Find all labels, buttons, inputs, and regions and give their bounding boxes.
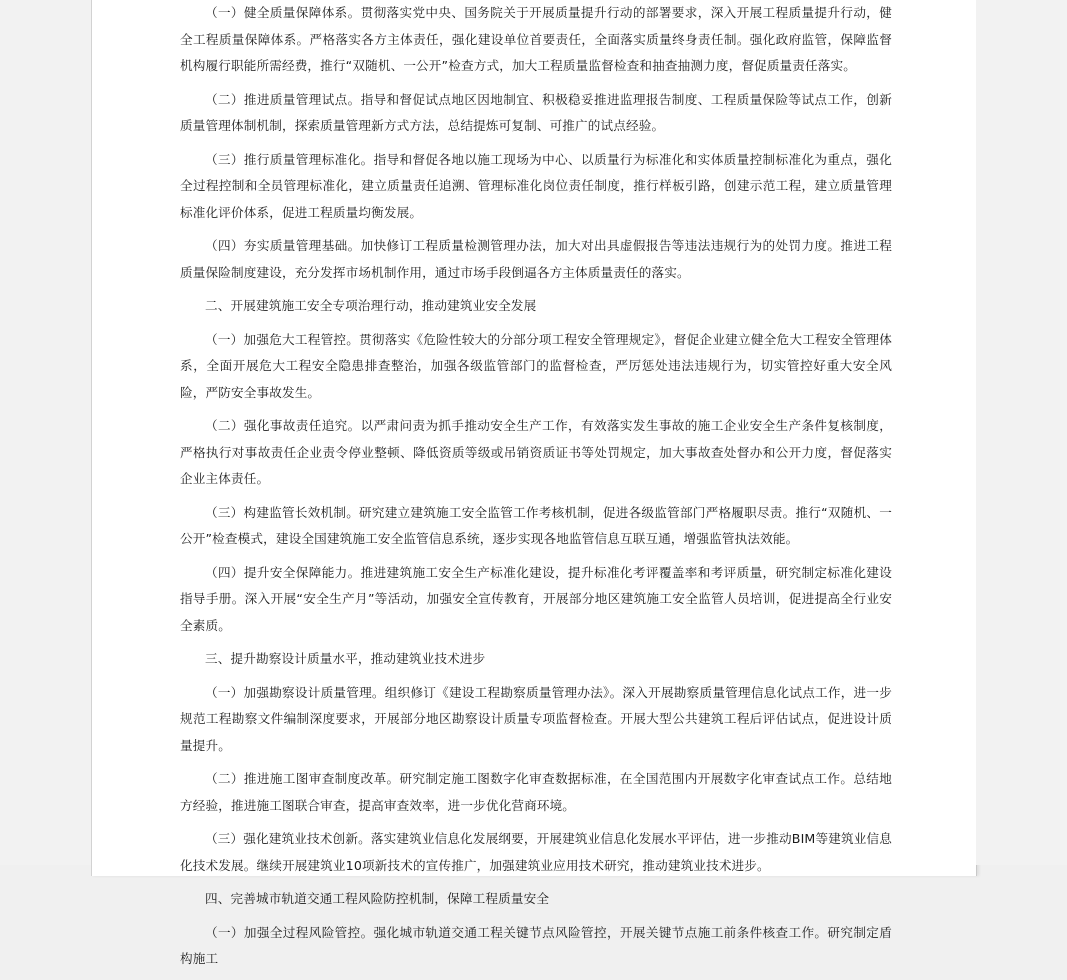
paragraph-risk-control: （一）加强全过程风险管控。强化城市轨道交通工程关键节点风险管控，开展关键节点施工前条件核查工作。研究制定盾构施工: [180, 924, 892, 966]
paragraph-quality-assurance: （一）健全质量保障体系。贯彻落实党中央、国务院关于开展质量提升行动的部署要求，深入开展工程质量提升行动，健全工程质量保障体系。严格落实各方主体责任，强化建设单位首要责任，全面落实质量终身责任制。强化政府监管，保障监督机构履行职能所需经费，推行“双随机、一公开”检查方式，加大工程质量监督检查和抽查抽测力度，督促质量责任落实。: [180, 5, 892, 73]
paragraph-quality-pilot: （二）推进质量管理试点。指导和督促试点地区因地制宜、积极稳妥推进监理报告制度、工程质量保险等试点工作，创新质量管理体制机制，探索质量管理新方式方法，总结提炼可复制、可推广的试点经验。: [180, 91, 892, 133]
paragraph-supervision-mechanism: （三）构建监管长效机制。研究建立建筑施工安全监管工作考核机制，促进各级监管部门严格履职尽责。推行“双随机、一公开”检查模式，建设全国建筑施工安全监管信息系统，逐步实现各地监管信息互联互通，增强监管执法效能。: [180, 504, 892, 546]
paragraph-survey-design: （一）加强勘察设计质量管理。组织修订《建设工程勘察质量管理办法》。深入开展勘察质量管理信息化试点工作，进一步规范工程勘察文件编制深度要求，开展部分地区勘察设计质量专项监督检查。开展大型公共建筑工程后评估试点，促进设计质量提升。: [180, 684, 892, 753]
section-heading-rail-transit: 四、完善城市轨道交通工程风险防控机制，保障工程质量安全: [205, 891, 550, 906]
section-heading-design-quality: 三、提升勘察设计质量水平，推动建筑业技术进步: [205, 651, 486, 666]
paragraph-quality-foundation: （四）夯实质量管理基础。加快修订工程质量检测管理办法，加大对出具虚假报告等违法违规行为的处罚力度。推进工程质量保险制度建设，充分发挥市场机制作用，通过市场手段倒逼各方主体质量责任的落实。: [180, 238, 892, 280]
paragraph-tech-innovation: （三）强化建筑业技术创新。落实建筑业信息化发展纲要，开展建筑业信息化发展水平评估，进一步推动BIM等建筑业信息化技术发展。继续开展建筑业10项新技术的宣传推广，加强建筑业应用技术研究，推动建筑业技术进步。: [180, 831, 892, 873]
section-heading-safety: 二、开展建筑施工安全专项治理行动，推动建筑业安全发展: [205, 298, 537, 313]
document-page: [91, 0, 977, 966]
paragraph-quality-standardization: （三）推行质量管理标准化。指导和督促各地以施工现场为中心、以质量行为标准化和实体质量控制标准化为重点，强化全过程控制和全员管理标准化，建立质量责任追溯、管理标准化岗位责任制度，推行样板引路，创建示范工程，建立质量管理标准化评价体系，促进工程质量均衡发展。: [180, 151, 892, 220]
viewer-right-gutter: [976, 0, 1067, 865]
paragraph-drawing-review: （二）推进施工图审查制度改革。研究制定施工图数字化审查数据标准，在全国范围内开展数字化审查试点工作。总结地方经验，推进施工图联合审查，提高审查效率，进一步优化营商环境。: [180, 771, 892, 813]
paragraph-safety-capacity: （四）提升安全保障能力。推进建筑施工安全生产标准化建设，提升标准化考评覆盖率和考评质量，研究制定标准化建设指导手册。深入开展“安全生产月”等活动，加强安全宣传教育，开展部分地区建筑施工安全监管人员培训，促进提高全行业安全素质。: [180, 564, 892, 633]
page-content: [180, 0, 892, 980]
paragraph-accountability: （二）强化事故责任追究。以严肃问责为抓手推动安全生产工作，有效落实发生事故的施工企业安全生产条件复核制度，严格执行对事故责任企业责令停业整顿、降低资质等级或吊销资质证书等处罚规定，加大事故查处督办和公开力度，督促落实企业主体责任。: [180, 418, 892, 486]
paragraph-hazard-control: （一）加强危大工程管控。贯彻落实《危险性较大的分部分项工程安全管理规定》，督促企业建立健全危大工程安全管理体系，全面开展危大工程安全隐患排查整治，加强各级监管部门的监督检查，严厉惩处违法违规行为，切实管控好重大安全风险，严防安全事故发生。: [180, 331, 892, 400]
